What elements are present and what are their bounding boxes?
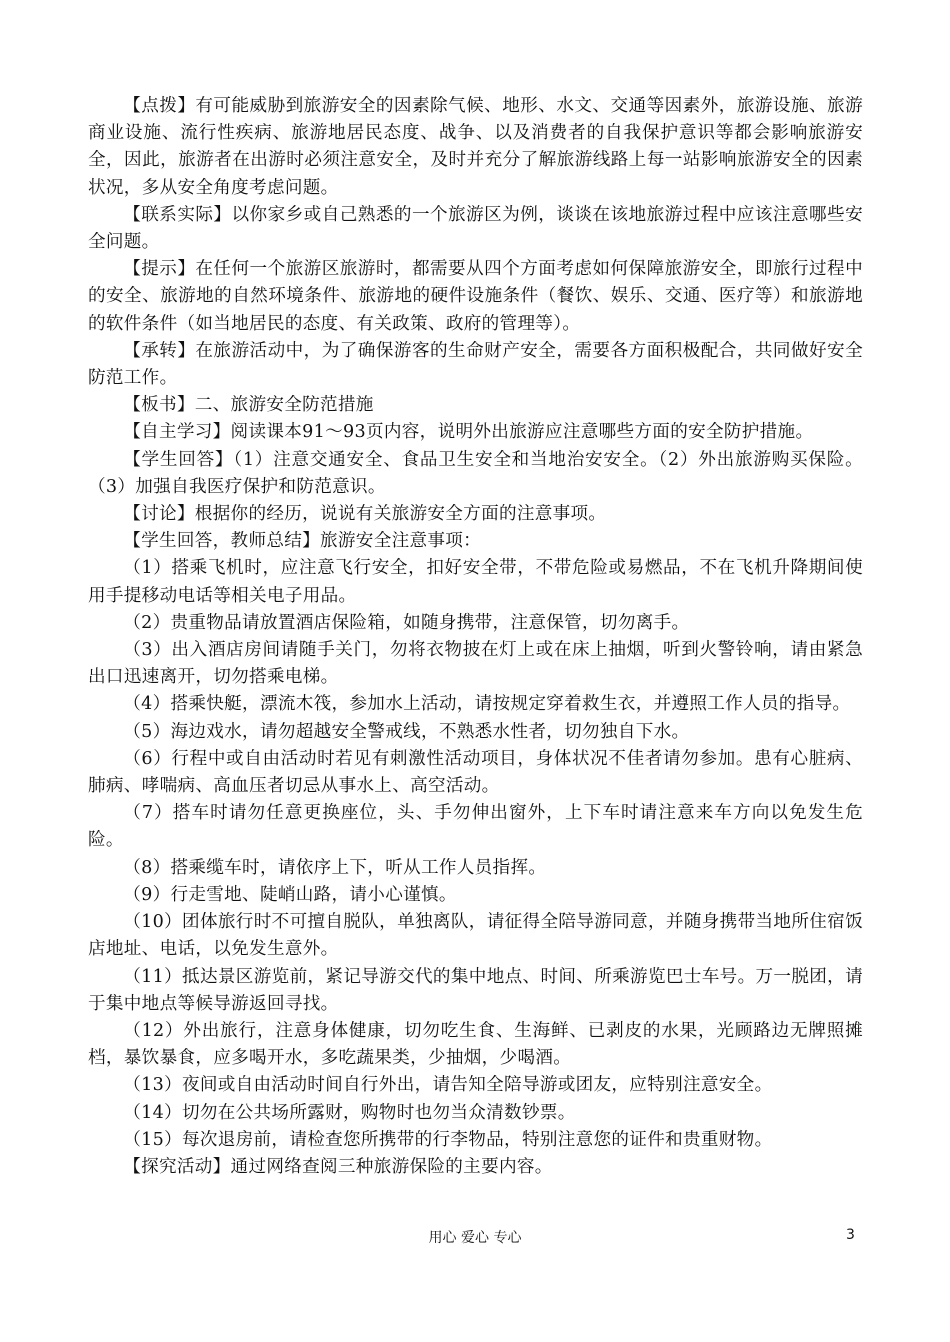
list-item: （1）搭乘飞机时，应注意飞行安全，扣好安全带，不带危险或易燃品，不在飞机升降期间使用手提移动电话等相关电子用品。 bbox=[88, 558, 863, 606]
list-item: （5）海边戏水，请勿超越安全警戒线，不熟悉水性者，切勿独自下水。 bbox=[123, 721, 690, 742]
list-item: （8）搭乘缆车时，请依序上下，听从工作人员指挥。 bbox=[123, 857, 547, 878]
list-item: （2）贵重物品请放置酒店保险箱，如随身携带，注意保管，切勿离手。 bbox=[123, 612, 690, 633]
paragraph-blackboard: 【板书】二、旅游安全防范措施 bbox=[123, 395, 374, 416]
footer-motto: 用心 爱心 专心 bbox=[428, 1230, 522, 1246]
list-item: （10）团体旅行时不可擅自脱队，单独离队，请征得全陪导游同意，并随身携带当地所住宿饭店地址、电话，以免发生意外。 bbox=[88, 912, 863, 960]
list-item: （3）出入酒店房间请随手关门，勿将衣物披在灯上或在床上抽烟，听到火警铃响，请由紧急出口迅速离开，切勿搭乘电梯。 bbox=[88, 640, 863, 688]
paragraph-discussion: 【讨论】根据你的经历，说说有关旅游安全方面的注意事项。 bbox=[123, 504, 607, 525]
paragraph-tip: 【提示】在任何一个旅游区旅游时，都需要从四个方面考虑如何保障旅游安全，即旅行过程中的安全、旅游地的自然环境条件、旅游地的硬件设施条件（餐饮、娱乐、交通、医疗等）和旅游地的软件条件（如当地居民的态度、有关政策、政府的管理等）。 bbox=[88, 259, 863, 334]
list-item: （7）搭车时请勿任意更换座位，头、手勿伸出窗外，上下车时请注意来车方向以免发生危险。 bbox=[88, 803, 863, 851]
list-item: （9）行走雪地、陡峭山路，请小心谨慎。 bbox=[123, 884, 457, 905]
paragraph-summary-heading: 【学生回答，教师总结】旅游安全注意事项： bbox=[123, 531, 482, 552]
paragraph-hint: 【点拨】有可能威胁到旅游安全的因素除气候、地形、水文、交通等因素外，旅游设施、旅游商业设施、流行性疾病、旅游地居民态度、战争、以及消费者的自我保护意识等都会影响旅游安全，因此，旅游者在出游时必须注意安全，及时并充分了解旅游线路上每一站影响旅游安全的因素状况，多从安全角度考虑问题。 bbox=[88, 96, 863, 198]
list-item: （14）切勿在公共场所露财，购物时也勿当众清数钞票。 bbox=[123, 1102, 576, 1123]
list-item: （15）每次退房前，请检查您所携带的行李物品，特别注意您的证件和贵重财物。 bbox=[123, 1129, 773, 1150]
list-item: （11）抵达景区游览前，紧记导游交代的集中地点、时间、所乘游览巴士车号。万一脱团，请于集中地点等候导游返回寻找。 bbox=[88, 966, 863, 1014]
document-body bbox=[88, 93, 863, 1181]
paragraph-student-answer: 【学生回答】（1）注意交通安全、食品卫生安全和当地治安安全。（2）外出旅游购买保险。（3）加强自我医疗保护和防范意识。 bbox=[88, 449, 863, 497]
list-item: （12）外出旅行，注意身体健康，切勿吃生食、生海鲜、已剥皮的水果，光顾路边无牌照摊档，暴饮暴食，应多喝开水，多吃蔬果类，少抽烟，少喝酒。 bbox=[88, 1020, 863, 1069]
list-item: （13）夜间或自由活动时间自行外出，请告知全陪导游或团友，应特别注意安全。 bbox=[123, 1075, 773, 1096]
page-number: 3 bbox=[846, 1227, 855, 1243]
paragraph-transition: 【承转】在旅游活动中，为了确保游客的生命财产安全，需要各方面积极配合，共同做好安全防范工作。 bbox=[88, 340, 863, 389]
paragraph-connect-practice: 【联系实际】以你家乡或自己熟悉的一个旅游区为例，谈谈在该地旅游过程中应该注意哪些安全问题。 bbox=[88, 204, 863, 253]
list-item: （6）行程中或自由活动时若见有刺激性活动项目，身体状况不佳者请勿参加。患有心脏病、肺病、哮喘病、高血压者切忌从事水上、高空活动。 bbox=[88, 748, 863, 797]
paragraph-self-study: 【自主学习】阅读课本91～93页内容，说明外出旅游应注意哪些方面的安全防护措施。 bbox=[123, 422, 814, 443]
list-item: （4）搭乘快艇，漂流木筏，参加水上活动，请按规定穿着救生衣，并遵照工作人员的指导。 bbox=[123, 694, 851, 715]
paragraph-explore-activity: 【探究活动】通过网络查阅三种旅游保险的主要内容。 bbox=[123, 1156, 553, 1177]
